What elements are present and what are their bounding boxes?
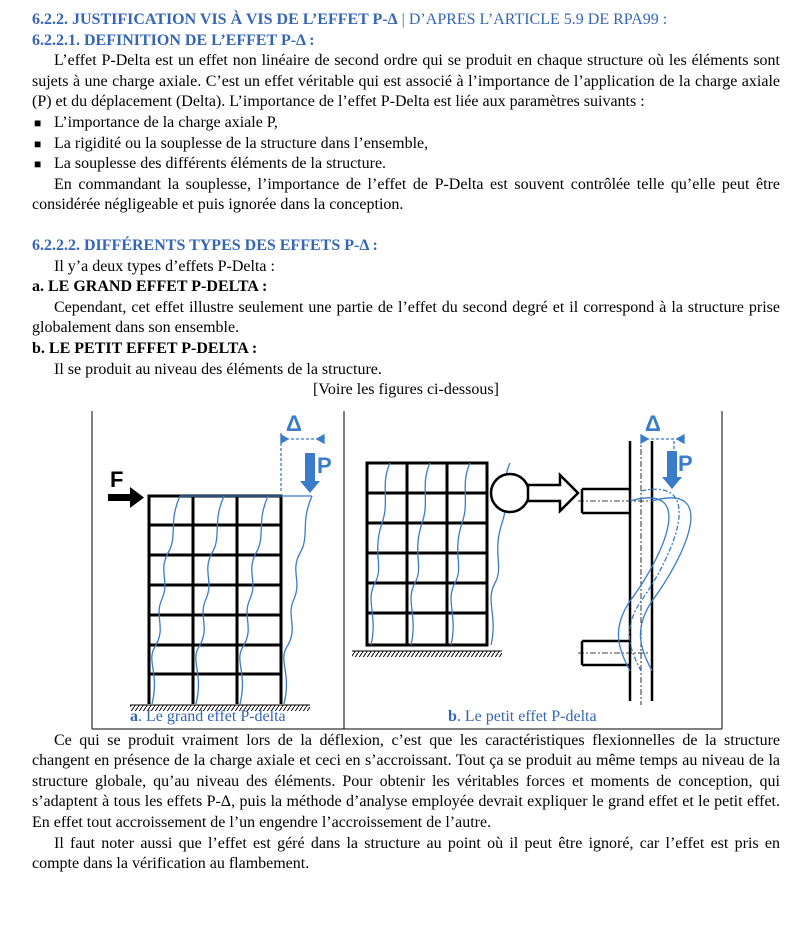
section-heading: 6.2.2. JUSTIFICATION VIS À VIS DE L’EFFET P-Δ | D’APRES L’ARTICLE 5.9 DE RPA99 :: [32, 11, 668, 28]
small-effect-heading: b. LE PETIT EFFET P-DELTA :: [32, 339, 258, 357]
buckling-note: Il faut noter aussi que l’effet est géré dans la structure au point où il peut être ignoré, car l’effet est pris en compte dans la vérification au flambement.: [32, 834, 780, 873]
force-f-arrow: [108, 467, 144, 508]
caption-large-effect: a. Le grand effet P-delta: [130, 707, 286, 725]
bullet-icon: ■: [34, 136, 42, 151]
flexibility-paragraph: En commandant la souplesse, l’importance de l’effet de P-Delta est souvent contrôlée telle qu’elle peut être considérée négligeable et puis ignorée dans la conception.: [32, 175, 780, 214]
types-intro: Il y’a deux types d’effets P-Delta :: [54, 257, 275, 275]
definition-paragraph: L’effet P-Delta est un effet non linéaire de second ordre qui se produit en chaque structure où les éléments sont sujets à une charge axiale. C’est un effet véritable qui est associé à l’importance de l’application de la charge axiale (P) et du déplacement (Delta). L’importance de l’effet P-Delta est liée aux paramètres suivants :: [32, 52, 780, 111]
deflection-paragraph: Ce qui se produit vraiment lors de la déflexion, c’est que les caractéristiques flexionnelles de la structure changent en présence de la charge axiale et ceci en s’accroissant. Tout ça se produit au même temps au niveau de la structure globale, qu’au niveau des éléments. Pour obtenir les véritables forces et moments de conception, qui s’adaptent à tous les effets P-Δ, puis la méthode d’analyse employée devrait expliquer le grand effet et le petit effet. En effet tout accroissement de l’un engendre l’accroissement de l’autre.: [32, 731, 780, 832]
column-detail: [582, 441, 652, 701]
right-delta-label: Δ: [645, 410, 661, 436]
list-item: ■ La souplesse des différents éléments de la structure.: [32, 154, 780, 175]
figure-reference: [Voire les figures ci-dessous]: [313, 381, 499, 399]
subsection-heading-types: 6.2.2.2. DIFFÉRENTS TYPES DES EFFETS P-Δ :: [32, 236, 378, 254]
list-item: ■ L’importance de la charge axiale P,: [32, 113, 780, 134]
zoom-arrow: [491, 474, 578, 512]
small-effect-text: Il se produit au niveau des éléments de la structure.: [54, 360, 382, 378]
right-load-label: P: [678, 450, 693, 476]
figure-drawing: [90, 401, 724, 731]
p-delta-figure: [90, 401, 724, 731]
load-label: P: [317, 452, 332, 478]
bullet-icon: ■: [34, 115, 42, 130]
list-item: ■ La rigidité ou la souplesse de la structure dans l’ensemble,: [32, 134, 780, 155]
parameter-list: [32, 113, 780, 175]
force-label: F: [110, 466, 124, 492]
bullet-icon: ■: [34, 157, 42, 172]
subsection-heading-definition: 6.2.2.1. DEFINITION DE L’EFFET P-Δ :: [32, 31, 315, 49]
caption-small-effect: b. Le petit effet P-delta: [448, 707, 597, 725]
large-effect-heading: a. LE GRAND EFFET P-DELTA :: [32, 278, 268, 296]
delta-label: Δ: [286, 410, 302, 436]
document-page: [32, 10, 780, 875]
right-delta: [641, 435, 684, 443]
large-effect-text: Cependant, cet effet illustre seulement une partie de l’effet du second degré et il correspond à la structure prise globalement dans son ensemble.: [32, 298, 780, 337]
